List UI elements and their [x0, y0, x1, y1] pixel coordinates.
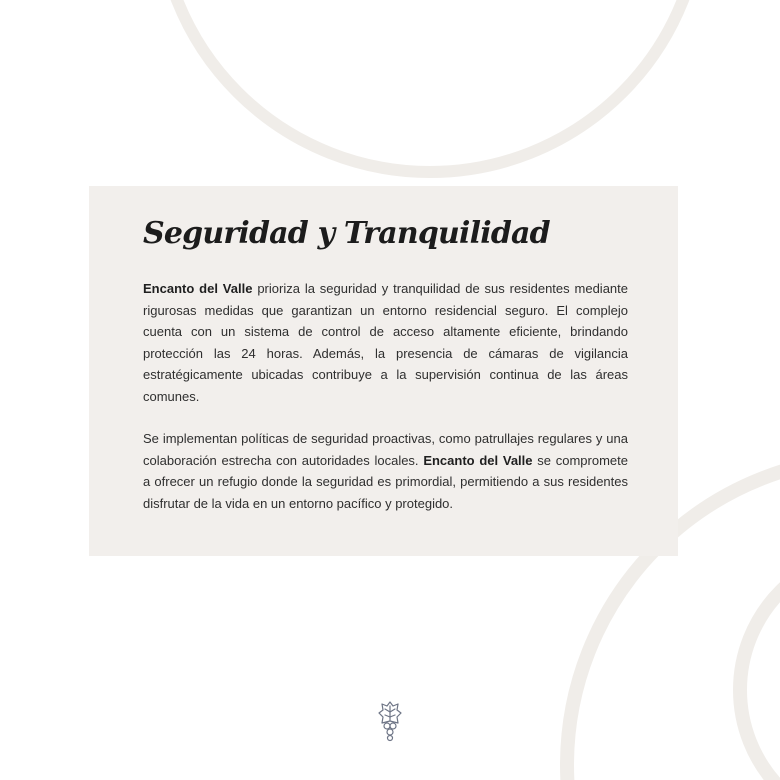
brand-name: Encanto del Valle — [143, 281, 253, 296]
brand-name: Encanto del Valle — [423, 452, 533, 468]
paragraph-security-policies — [143, 428, 628, 514]
leaf-grape-logo-icon — [377, 700, 403, 742]
paragraph-text: prioriza la seguridad y tranquilidad de sus residentes mediante rigurosas medidas que garantizan un entorno residencial seguro. El complejo cuenta con un sistema de control de acceso altamente eficiente, brindando protección las 24 horas. Además, la presencia de cámaras de vigilancia estratégicamente ubicadas contribuye a la supervisión continua de las áreas comunes. — [143, 281, 628, 404]
paragraph-security-measures — [143, 278, 628, 407]
decor-ring-bottom-right-inner — [740, 550, 780, 780]
content-card — [89, 186, 678, 556]
paragraph-text: Se implementan políticas de seguridad proactivas, como patrullajes regulares y una colaboración estrecha con autoridades locales. — [143, 431, 628, 468]
decor-ring-top — [158, 0, 702, 172]
paragraph-text: se compromete a ofrecer un refugio donde la seguridad es primordial, permitiendo a sus residentes disfrutar de la vida en un entorno pacífico y protegido. — [143, 452, 628, 511]
section-title: Seguridad y Tranquilidad — [143, 216, 550, 251]
